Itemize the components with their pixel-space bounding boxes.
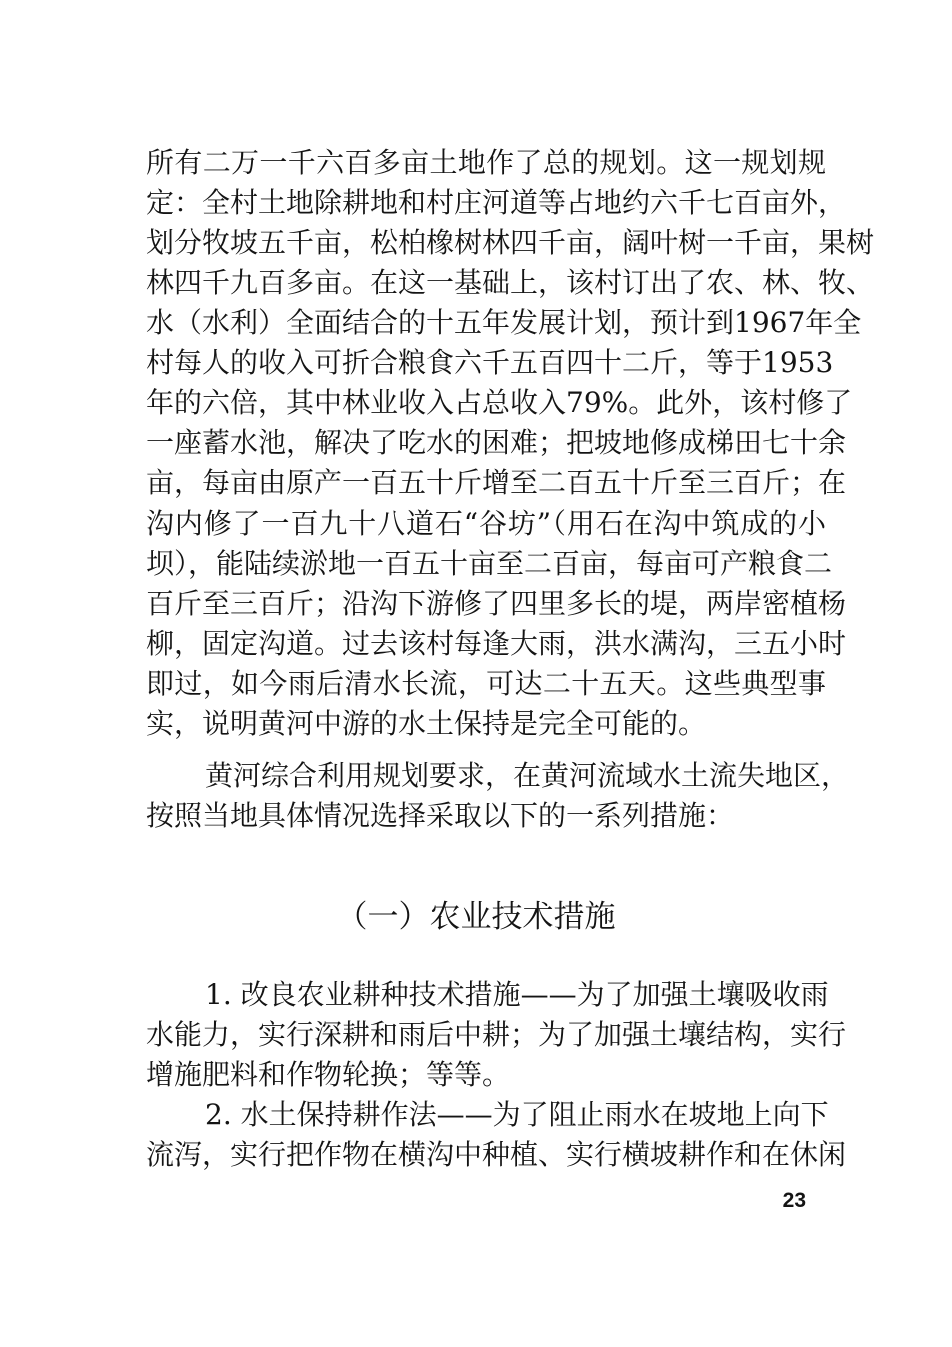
page-number: 23 bbox=[782, 1189, 806, 1212]
text-line: 坝），能陆续淤地一百五十亩至二百亩，每亩可产粮食二 bbox=[146, 547, 833, 580]
text-line: 年的六倍，其中林业收入占总收入79%。此外，该村修了 bbox=[146, 386, 853, 419]
text-line: 水（水利）全面结合的十五年发展计划，预计到1967年全 bbox=[146, 306, 862, 339]
text-line: 水能力，实行深耕和雨后中耕；为了加强土壤结构，实行 bbox=[146, 1018, 847, 1051]
text-line: 1. 改良农业耕种技术措施——为了加强土壤吸收雨 bbox=[205, 978, 829, 1011]
text-line: 即过，如今雨后清水长流，可达二十五天。这些典型事 bbox=[146, 667, 826, 700]
text-line: 村每人的收入可折合粮食六千五百四十二斤，等于1953 bbox=[146, 346, 834, 379]
text-line: 百斤至三百斤；沿沟下游修了四里多长的堤，两岸密植杨 bbox=[146, 587, 847, 620]
section-heading: （一）农业技术措施 bbox=[336, 899, 616, 935]
text-line: 定：全村土地除耕地和村庄河道等占地约六千七百亩外， bbox=[146, 186, 847, 219]
text-line: 一座蓄水池，解决了吃水的困难；把坡地修成梯田七十余 bbox=[146, 426, 847, 459]
text-line: 划分牧坡五千亩，松柏橡树林四千亩，阔叶树一千亩，果树 bbox=[146, 226, 875, 259]
text-line: 亩，每亩由原产一百五十斤增至二百五十斤至三百斤；在 bbox=[146, 466, 847, 499]
text-line: 林四千九百多亩。在这一基础上，该村订出了农、林、牧、 bbox=[146, 266, 875, 299]
text-line: 增施肥料和作物轮换；等等。 bbox=[146, 1058, 511, 1091]
text-line: 沟内修了一百九十八道石“谷坊”（用石在沟中筑成的小 bbox=[146, 507, 826, 540]
text-line: 2. 水土保持耕作法——为了阻止雨水在坡地上向下 bbox=[205, 1098, 829, 1131]
text-line: 黄河综合利用规划要求，在黄河流域水土流失地区， bbox=[205, 759, 850, 792]
text-line: 柳，固定沟道。过去该村每逢大雨，洪水满沟，三五小时 bbox=[146, 627, 847, 660]
text-line: 流泻，实行把作物在横沟中种植、实行横坡耕作和在休闲 bbox=[146, 1138, 847, 1171]
text-line: 实，说明黄河中游的水土保持是完全可能的。 bbox=[146, 707, 707, 740]
text-line: 所有二万一千六百多亩土地作了总的规划。这一规划规 bbox=[146, 146, 826, 179]
text-line: 按照当地具体情况选择采取以下的一系列措施： bbox=[146, 799, 735, 832]
